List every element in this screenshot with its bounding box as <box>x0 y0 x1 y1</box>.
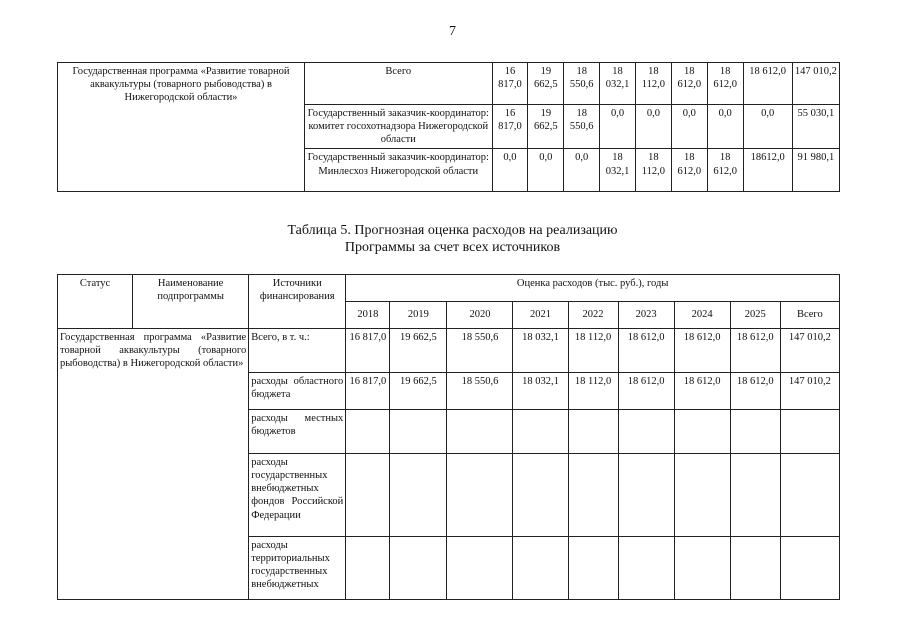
value-cell: 18 612,0 <box>674 373 730 410</box>
page-number: 7 <box>449 24 456 39</box>
year-header: 2021 <box>513 302 568 329</box>
value-cell <box>447 537 513 600</box>
value-cell: 18 112,0 <box>635 63 671 105</box>
table-row <box>58 329 840 373</box>
value-cell: 16 817,0 <box>346 329 390 373</box>
total-cell <box>780 410 839 454</box>
source-cell: Государственный заказчик-координатор: Минлесхоз Нижегородской области <box>305 149 493 192</box>
value-cell <box>513 410 568 454</box>
value-cell: 0,0 <box>635 105 671 149</box>
value-cell: 18 612,0 <box>707 149 743 192</box>
source-cell: Всего <box>305 63 493 105</box>
table-caption <box>0 222 905 256</box>
expense-estimate-table <box>57 274 840 600</box>
year-header: 2018 <box>346 302 390 329</box>
value-cell: 18 612,0 <box>618 373 674 410</box>
value-cell: 18 612,0 <box>671 63 707 105</box>
value-cell <box>674 410 730 454</box>
value-cell: 18 112,0 <box>635 149 671 192</box>
value-cell: 18 612,0 <box>730 373 780 410</box>
total-header: Всего <box>780 302 839 329</box>
value-cell <box>674 454 730 537</box>
value-cell: 18 612,0 <box>707 63 743 105</box>
total-cell: 147 010,2 <box>792 63 839 105</box>
year-header: 2022 <box>568 302 618 329</box>
value-cell: 18 612,0 <box>671 149 707 192</box>
value-cell <box>618 410 674 454</box>
value-cell: 18 032,1 <box>600 63 636 105</box>
value-cell: 18 612,0 <box>618 329 674 373</box>
year-header: 2024 <box>674 302 730 329</box>
value-cell: 19 662,5 <box>390 329 447 373</box>
value-cell <box>568 410 618 454</box>
value-cell: 18 550,6 <box>447 329 513 373</box>
value-cell <box>390 410 447 454</box>
value-cell: 0,0 <box>528 149 564 192</box>
year-header: 2025 <box>730 302 780 329</box>
header-row <box>58 275 840 302</box>
value-cell: 19 662,5 <box>390 373 447 410</box>
value-cell: 18 550,6 <box>447 373 513 410</box>
value-cell: 0,0 <box>492 149 528 192</box>
value-cell: 18 032,1 <box>600 149 636 192</box>
source-cell: расходы территориальных государственных внебюджетных <box>249 537 346 600</box>
year-header: 2019 <box>390 302 447 329</box>
value-cell: 0,0 <box>743 105 792 149</box>
value-cell <box>730 410 780 454</box>
status-cell: Государственная программа «Развитие товарной аквакультуры (товарного рыбоводства) в Нижегородской области» <box>58 329 249 600</box>
value-cell: 18 612,0 <box>743 63 792 105</box>
year-header: 2020 <box>447 302 513 329</box>
source-cell: расходы государственных внебюджетных фондов Российской Федерации <box>249 454 346 537</box>
value-cell <box>618 537 674 600</box>
year-header: 2023 <box>618 302 674 329</box>
value-cell <box>674 537 730 600</box>
source-cell: расходы местных бюджетов <box>249 410 346 454</box>
source-cell: Всего, в т. ч.: <box>249 329 346 373</box>
value-cell <box>346 454 390 537</box>
value-cell: 16 817,0 <box>492 105 528 149</box>
value-cell <box>730 454 780 537</box>
value-cell <box>568 537 618 600</box>
total-cell: 55 030,1 <box>792 105 839 149</box>
program-name-cell: Государственная программа «Развитие товарной аквакультуры (товарного рыбоводства) в Нижегородской области» <box>58 63 305 192</box>
value-cell <box>618 454 674 537</box>
source-cell: расходы областного бюджета <box>249 373 346 410</box>
estimate-header: Оценка расходов (тыс. руб.), годы <box>346 275 840 302</box>
value-cell <box>390 454 447 537</box>
value-cell <box>513 537 568 600</box>
value-cell <box>568 454 618 537</box>
value-cell: 18 032,1 <box>513 329 568 373</box>
program-funding-table <box>57 62 840 192</box>
value-cell: 18 612,0 <box>730 329 780 373</box>
value-cell: 16 817,0 <box>346 373 390 410</box>
value-cell: 18 550,6 <box>564 105 600 149</box>
caption-line-1: Таблица 5. Прогнозная оценка расходов на реализацию <box>287 223 618 238</box>
value-cell: 18 550,6 <box>564 63 600 105</box>
caption-line-2: Программы за счет всех источников <box>344 240 561 255</box>
value-cell: 0,0 <box>600 105 636 149</box>
value-cell: 16 817,0 <box>492 63 528 105</box>
value-cell <box>346 537 390 600</box>
total-cell <box>780 537 839 600</box>
total-cell <box>780 454 839 537</box>
status-header: Статус <box>58 275 133 329</box>
value-cell: 0,0 <box>707 105 743 149</box>
sources-header: Источники финансирования <box>249 275 346 329</box>
value-cell <box>447 410 513 454</box>
total-cell: 147 010,2 <box>780 373 839 410</box>
value-cell: 18612,0 <box>743 149 792 192</box>
value-cell <box>730 537 780 600</box>
value-cell <box>513 454 568 537</box>
source-cell: Государственный заказчик-координатор: комитет госохотнадзора Нижегородской области <box>305 105 493 149</box>
value-cell <box>447 454 513 537</box>
value-cell <box>390 537 447 600</box>
table-row <box>58 63 840 105</box>
value-cell: 0,0 <box>564 149 600 192</box>
value-cell: 19 662,5 <box>528 105 564 149</box>
value-cell: 18 032,1 <box>513 373 568 410</box>
value-cell: 19 662,5 <box>528 63 564 105</box>
total-cell: 91 980,1 <box>792 149 839 192</box>
value-cell <box>346 410 390 454</box>
value-cell: 18 612,0 <box>674 329 730 373</box>
value-cell: 0,0 <box>671 105 707 149</box>
value-cell: 18 112,0 <box>568 373 618 410</box>
value-cell: 18 112,0 <box>568 329 618 373</box>
subprogram-header: Наименование подпрограммы <box>133 275 249 329</box>
total-cell: 147 010,2 <box>780 329 839 373</box>
